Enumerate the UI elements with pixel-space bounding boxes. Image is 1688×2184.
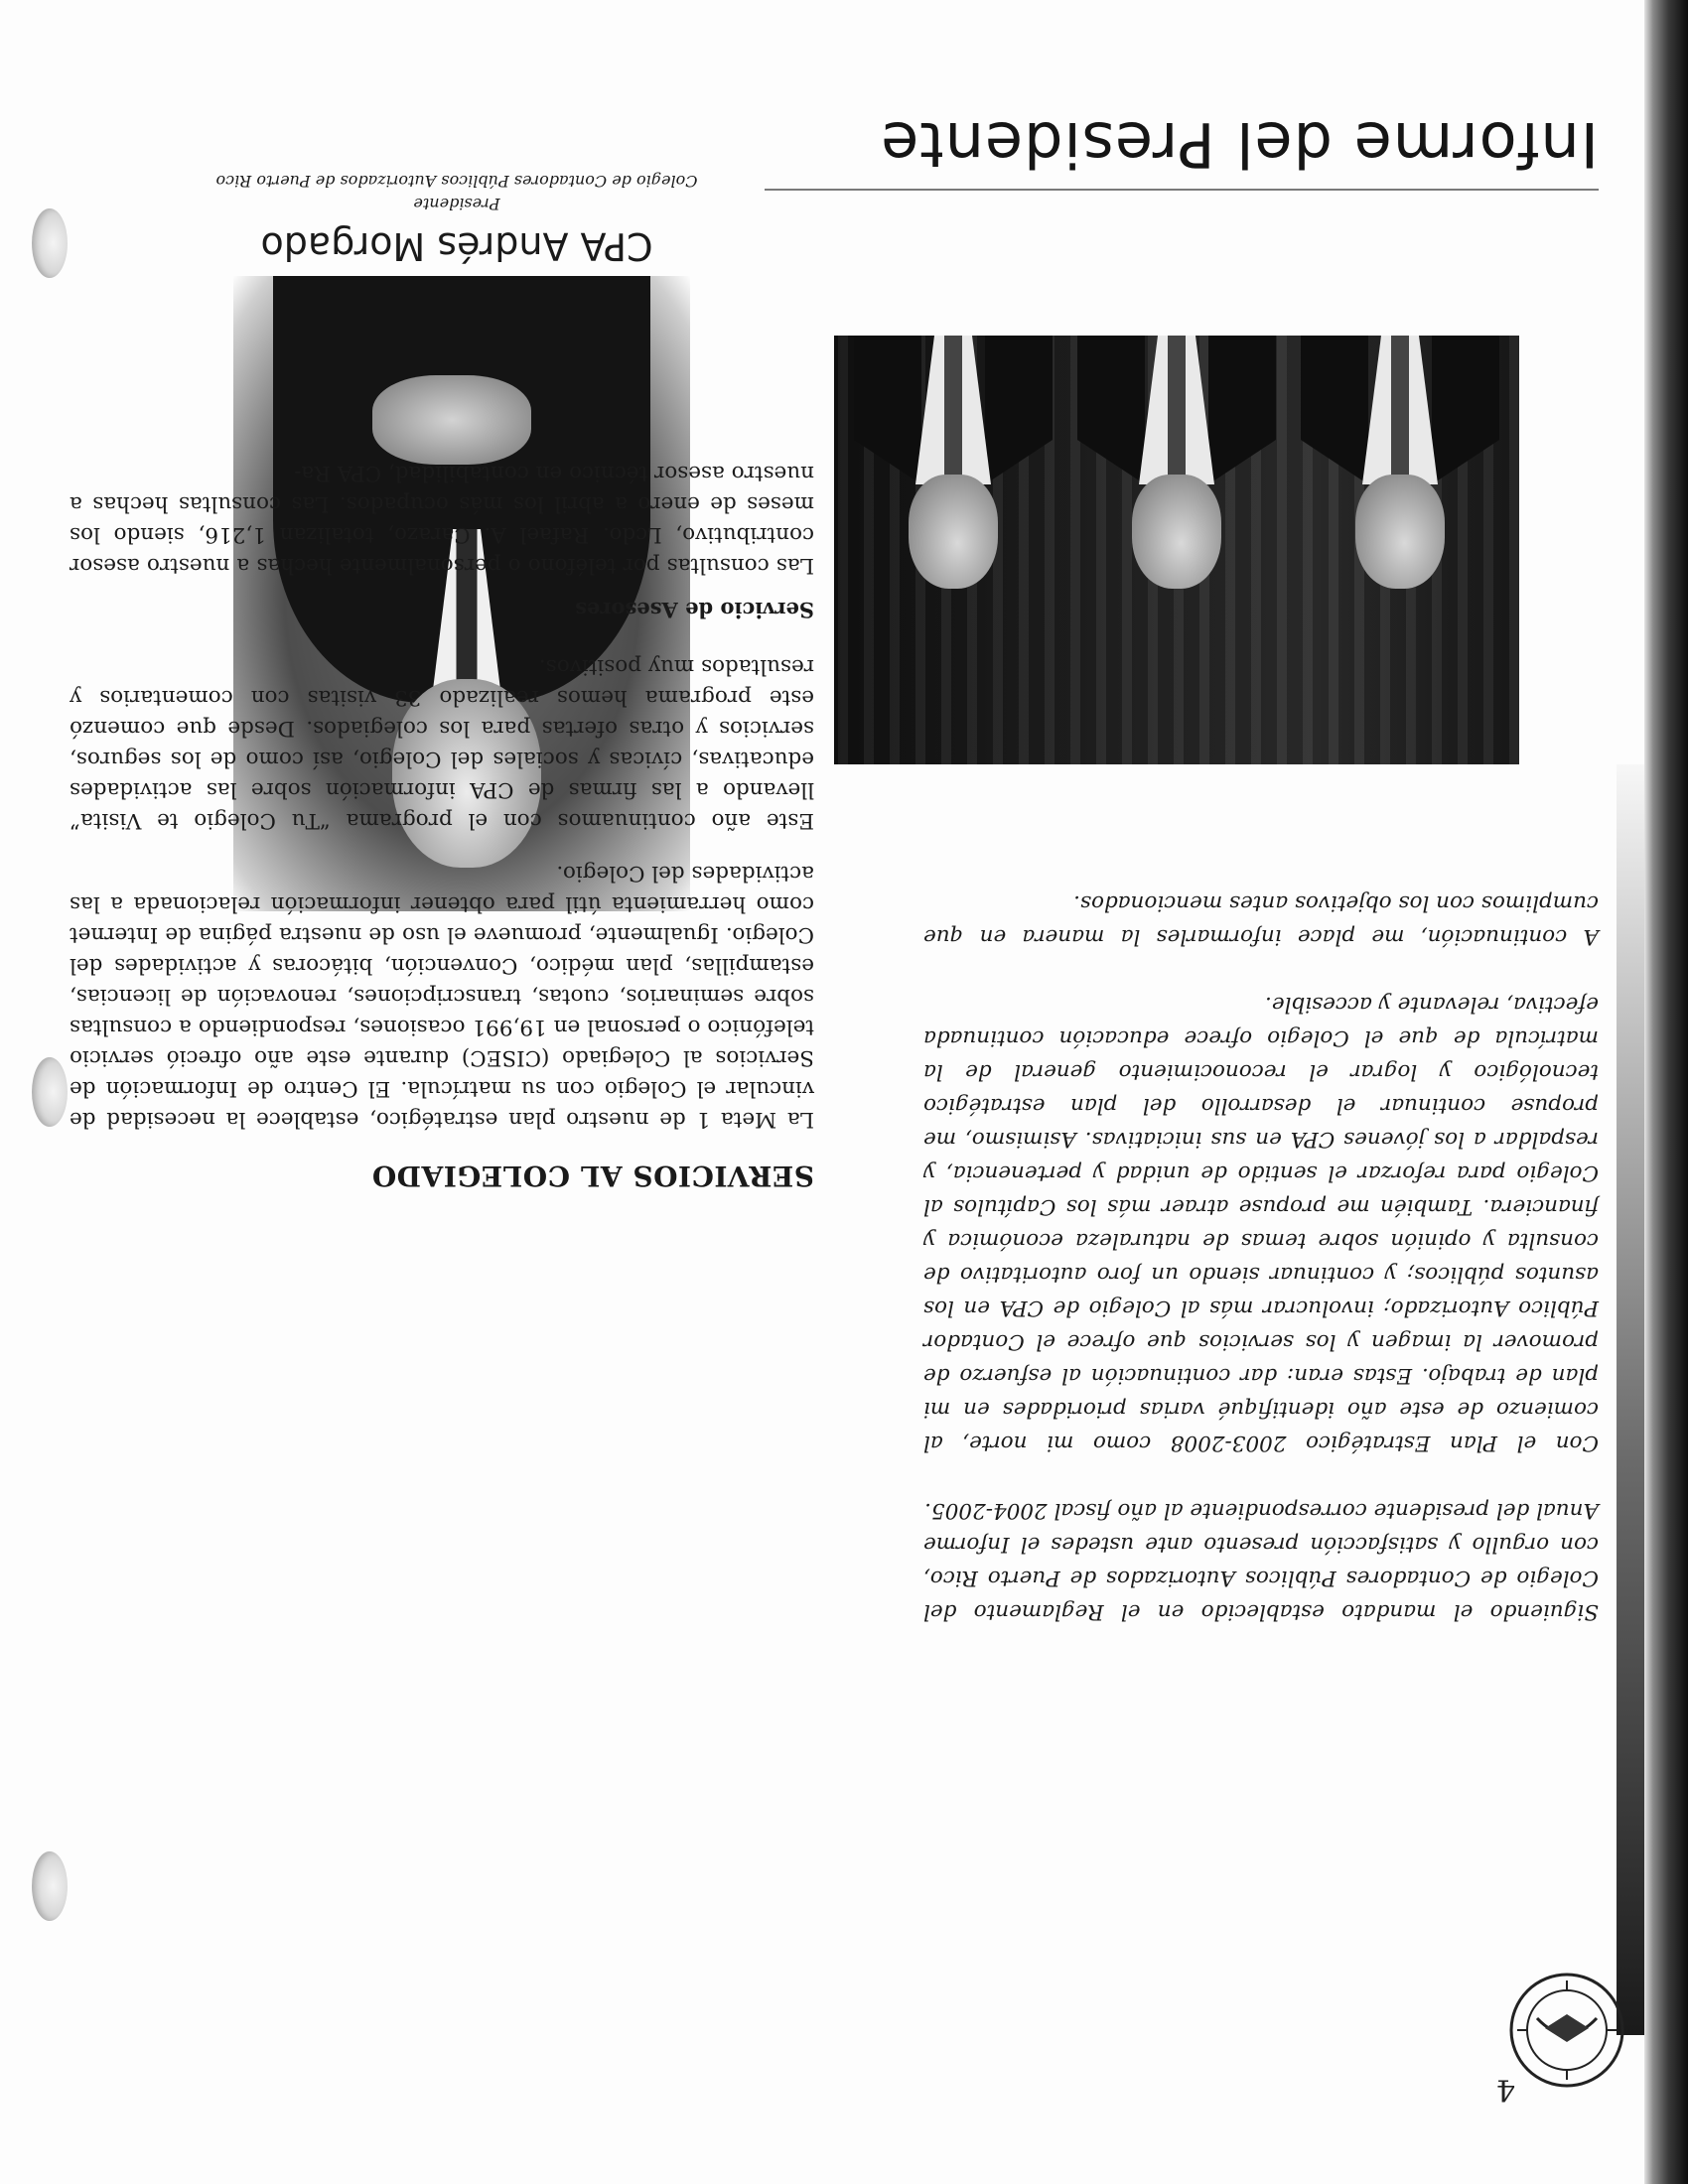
photo-person xyxy=(1077,336,1276,764)
intro-paragraph: A continuación, me place informarles la manera en que cumplimos con los objetivos antes mencionados. xyxy=(923,890,1599,949)
page-number: 4 xyxy=(1495,2072,1515,2107)
intro-paragraph: Siguiendo el mandato establecido en el Reglamento del Colegio de Contadores Públicos Autorizados de Puerto Rico, con orgullo y satisfacción presento ante ustedes el Informe Anual del presidente correspondiente al año fiscal 2004-2005. xyxy=(923,1498,1599,1624)
seal-icon xyxy=(1507,1971,1626,2090)
president-role: Presidente xyxy=(413,195,500,213)
group-photo xyxy=(834,336,1519,764)
punch-hole xyxy=(32,208,68,278)
punch-hole xyxy=(32,1057,68,1127)
president-organization: Colegio de Contadores Públicos Autorizados de Puerto Rico xyxy=(215,172,698,191)
asesores-paragraph: Las consultas por teléfono o personalmente hechas a nuestro asesor contributivo, Lcdo. Rafael A. Carazo, totalizan 1,216, siendo los meses de enero a abril los más ocupados. Las consultas hechas a nuestro asesor técnico en contabilidad, CPA Ra- xyxy=(70,461,814,578)
president-name: CPA Andrés Morgado xyxy=(260,224,653,268)
scanner-edge xyxy=(1644,0,1688,2184)
services-paragraph: La Meta 1 de nuestro plan estratégico, establece la necesidad de vincular el Colegio con su matrícula. El Centro de Información de Servicios al Colegiado (CISEC) durante este año ofreció servicio telefónico o personal en 19,991 ocasiones, respondiendo a consultas sobre seminarios, cuotas, transcripciones, renovación de licencias, estampillas, plan médico, Convención, bitácoras y actividades del Colegio. Igualmente, promueve el uso de nuestra página de Internet como herramienta útil para obtener información relacionada a las actividades del Colegio. xyxy=(70,861,814,1132)
photo-person xyxy=(854,336,1053,764)
title-rule xyxy=(765,189,1599,191)
president-role-block xyxy=(159,170,755,215)
services-paragraph: Este año continuamos con el programa “Tu Colegio te Visita” llevando a las firmas de CPA información sobre las actividades educativas, cívicas y sociales del Colegio, así como de los seguros, servicios y otras ofertas para los colegiados. Desde que comenzó este programa hemos realizado 33 visitas con comentarios y resultados muy positivos. xyxy=(70,654,814,833)
section-heading: SERVICIOS AL COLEGIADO xyxy=(371,1160,814,1192)
intro-paragraph: Con el Plan Estratégico 2003-2008 como mi norte, al comienzo de este año identifiqué varias prioridades en mi plan de trabajo. Estas eran: dar continuación al esfuerzo de promover la imagen y los servicios que ofrece el Contador Público Autorizado; involucrar más al Colegio de CPA en los asuntos públicos; y continuar siendo un foro autoritativo de consulta y opinión sobre temas de naturaleza económica y financiera. También me propuse atraer más los Capítulos al Colegio para reforzar el sentido de unidad y pertenencia, y respaldar a los jóvenes CPA en sus iniciativas. Asimismo, me propuse continuar el desarrollo del plan estratégico tecnológico y lograr el reconocimiento general de la matrícula de que el Colegio ofrece educación continuada efectiva, relevante y accesible. xyxy=(923,992,1599,1455)
intro-column xyxy=(923,852,1599,1628)
gradient-bar xyxy=(1617,764,1644,2035)
subheading: Servicio de Asesores xyxy=(575,598,814,622)
services-column xyxy=(70,436,814,1191)
page-title: Informe del Presidente xyxy=(880,108,1599,181)
photo-person xyxy=(1301,336,1499,764)
punch-hole xyxy=(32,1851,68,1921)
